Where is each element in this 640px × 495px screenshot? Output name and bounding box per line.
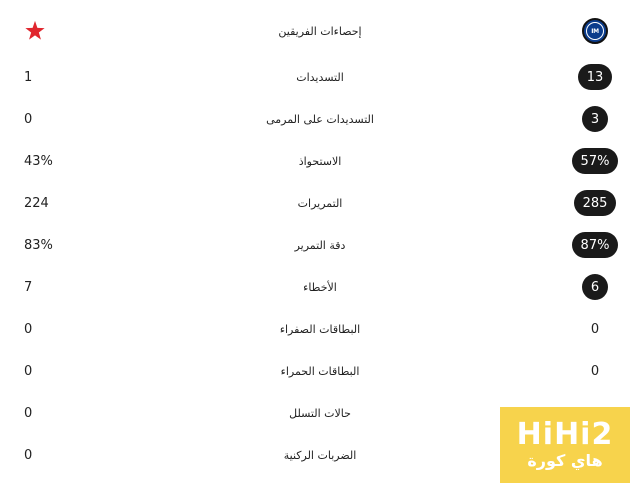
away-team-logo — [24, 14, 64, 48]
watermark-brand: HiHi2 — [516, 417, 614, 452]
slavia-star-icon — [24, 20, 46, 42]
home-value-pill: 57% — [572, 148, 619, 174]
stat-label: حالات التسلل — [289, 406, 351, 420]
stat-label: البطاقات الصفراء — [279, 322, 361, 336]
hihi2-watermark-logo — [500, 407, 630, 483]
stat-row-shots — [0, 60, 640, 94]
home-value-pill: 3 — [582, 106, 608, 132]
away-value: 0 — [24, 363, 33, 379]
watermark-subtitle: هاي كورة — [527, 451, 603, 470]
home-value-pill: 285 — [574, 190, 617, 216]
stat-row-pass-accuracy — [0, 228, 640, 262]
home-value-pill: 13 — [578, 64, 613, 90]
stat-label: الأخطاء — [303, 280, 337, 294]
stat-row-possession — [0, 144, 640, 178]
away-value: 7 — [24, 279, 33, 295]
stat-label: البطاقات الحمراء — [280, 364, 360, 378]
inter-crest-text: IM — [591, 27, 599, 35]
stats-header-row — [0, 14, 640, 48]
away-value: 83% — [24, 237, 53, 253]
away-value: 0 — [24, 405, 33, 421]
stat-label: الضربات الركنية — [283, 448, 357, 462]
home-value: 0 — [590, 321, 600, 337]
inter-crest-icon — [582, 18, 608, 44]
away-value: 224 — [24, 195, 49, 211]
home-value-pill: 87% — [572, 232, 619, 258]
stat-row-red-cards — [0, 354, 640, 388]
away-value: 0 — [24, 111, 33, 127]
stat-row-passes — [0, 186, 640, 220]
away-value: 0 — [24, 321, 33, 337]
stat-label: التسديدات على المرمى — [266, 112, 374, 126]
stat-label: التسديدات — [296, 70, 344, 84]
stat-label: دقة التمرير — [294, 238, 346, 252]
stat-label: الاستحواذ — [298, 154, 342, 168]
home-value-pill: 6 — [582, 274, 608, 300]
home-team-logo — [560, 14, 630, 48]
away-value: 43% — [24, 153, 53, 169]
away-value: 0 — [24, 447, 33, 463]
stat-row-shots-on-target — [0, 102, 640, 136]
home-value: 0 — [590, 363, 600, 379]
away-value: 1 — [24, 69, 33, 85]
stat-label: التمريرات — [297, 196, 343, 210]
stats-title: إحصاءات الفريقين — [278, 24, 362, 38]
stat-row-fouls — [0, 270, 640, 304]
stat-row-yellow-cards — [0, 312, 640, 346]
